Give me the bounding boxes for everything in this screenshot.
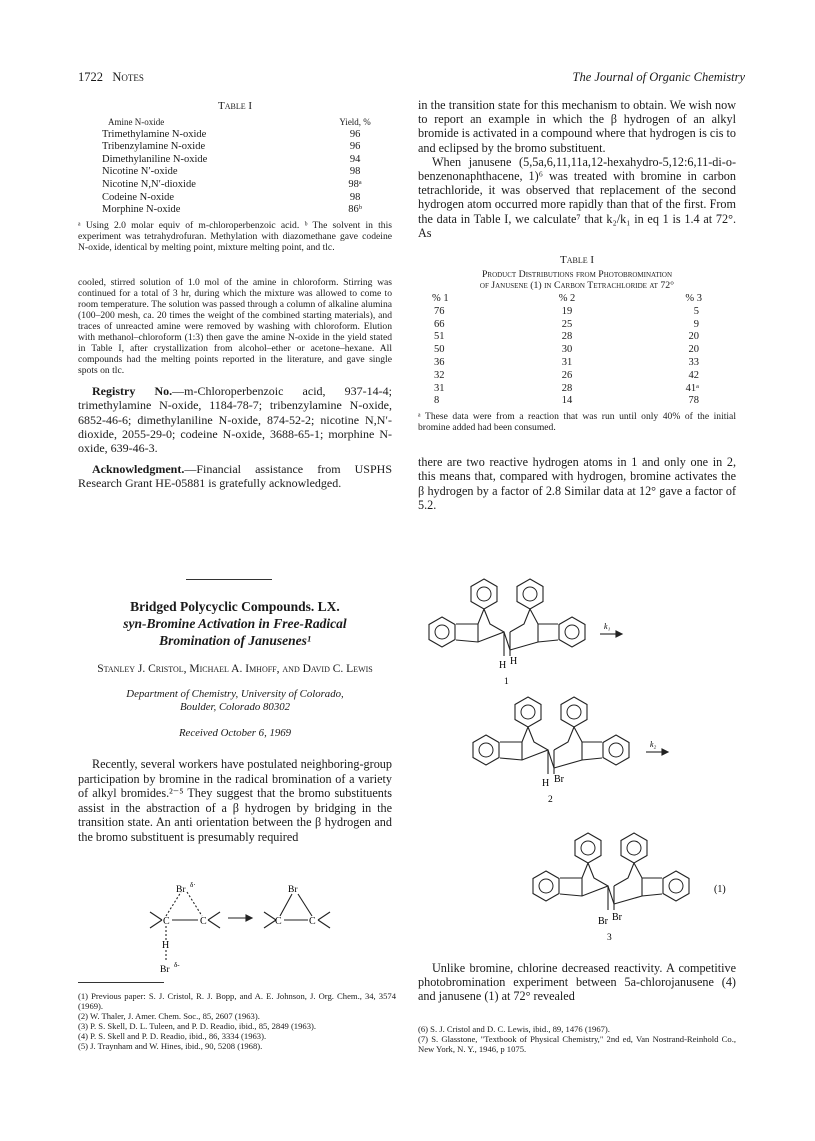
compound-1-h-right: H	[510, 656, 518, 667]
experimental-text: cooled, stirred solution of 1.0 mol of the amine in chloroform. Stirring was continued for a total of 3 hr, during which the mixture was allowed to come to room temperature. The solution was passed through a column of alkaline alumina (100–200 mesh, ca. 20 times the weight of the combined starting materials), and traces of unreacted amine were removed by washing with chloroform. Elution with methanol–chloroform (1:3) then gave the amine N-oxide in the yield stated in Table I, after crystallization from alcohol–ether or acetone–hexane. All compounds had the melting points reported in the literature, and gave single spots on tlc.	[78, 276, 392, 376]
table2	[432, 293, 702, 408]
footnote-rule	[78, 982, 164, 983]
footnotes-right	[418, 1024, 736, 1054]
table-row: Codeine N-oxide 98	[102, 191, 361, 203]
section-label: Notes	[112, 70, 144, 84]
table2-title: Table I	[559, 254, 595, 267]
janusene-bromination-scheme	[420, 570, 742, 952]
paragraph-4: Unlike bromine, chlorine decreased reactivity. A competitive photobromination experiment between 5a-chlorojanusene (4) and janusene (1) at 72° revealed	[418, 961, 736, 1004]
table-row: 32 26 42	[434, 369, 699, 381]
intro-paragraph: Recently, several workers have postulated neighboring-group participation by bromine in the radical bromination of a variety of alkyl bromides.²⁻⁵ They suggest that the bromo substituents assist in the abstraction of a β hydrogen by bridging in the transition state. An anti orientation between the β hydrogen and the bromo substituent is presumably required	[78, 757, 392, 844]
article-header	[78, 598, 392, 845]
table1-header-yield: Yield, %	[339, 117, 371, 127]
compound-3-label: 3	[607, 933, 612, 943]
product-br: Br	[288, 885, 298, 895]
compound-1-structure	[429, 579, 622, 656]
table1-title: Table I	[217, 100, 253, 112]
table-row: Dimethylaniline N-oxide 94	[102, 153, 361, 165]
ts-h: H	[162, 940, 170, 951]
compound-3-br-left: Br	[598, 916, 608, 927]
authors: Stanley J. Cristol, Michael A. Imhoff, and David C. Lewis	[97, 663, 373, 675]
table-row: Nicotine N,N′-dioxide 98ᵃ	[102, 178, 362, 190]
table-row: Tribenzylamine N-oxide 96	[102, 141, 361, 153]
left-column	[78, 100, 392, 491]
affiliation: Department of Chemistry, University of Colorado, Boulder, Colorado 80302	[126, 688, 344, 713]
right-column	[418, 98, 736, 512]
table1-footnote: ᵃ Using 2.0 molar equiv of m-chloroperbenzoic acid. ᵇ The solvent in this experiment was tetrahydrofuran. Methylation with diazomethane gave codeine N-oxide, identical by melting point, mixture melting point, and tlc.	[78, 219, 392, 253]
product-c-right: C	[309, 916, 316, 927]
acknowledgment: Acknowledgment.—Financial assistance from USPHS Research Grant HE-05881 is gratefully acknowledged.	[78, 461, 392, 491]
ts-br-bottom: Br	[160, 965, 170, 975]
table-row: 50 30 20	[434, 344, 699, 356]
ts-delta-plus: δ·	[190, 881, 196, 889]
article-title: Bridged Polycyclic Compounds. LX. syn-Bromine Activation in Free-Radical Bromination of Janusenes¹	[123, 599, 347, 648]
compound-2-label: 2	[548, 795, 553, 805]
table-row: 8 14 78	[434, 395, 699, 407]
table2-header-2: % 2	[558, 293, 576, 305]
k1-label: k₁	[604, 622, 611, 631]
footnote-4: (4) P. S. Skell and P. D. Readio, ibid., 86, 3334 (1963).	[78, 1031, 267, 1041]
section-divider	[186, 579, 272, 580]
table2-caption-line1: Product Distributions from Photobromination	[481, 269, 673, 281]
compound-3-structure	[533, 833, 689, 910]
table-row: 51 28 20	[434, 331, 699, 343]
ts-br-top: Br	[176, 885, 186, 895]
table2-caption-line2: of Janusene (1) in Carbon Tetrachloride at 72°	[479, 280, 675, 292]
table-row: 76 19 5	[434, 305, 699, 317]
table-row: 66 25 9	[434, 318, 699, 330]
compound-2-structure	[473, 697, 668, 774]
page-number-header	[78, 70, 144, 85]
compound-1-h-left: H	[499, 660, 507, 671]
paragraph-1: in the transition state for this mechanism to obtain. We wish now to report an example in which the β hydrogen of an alkyl bromide is activated in a compound where that hydrogen is cis to and eclipsed by the bromo substituent.	[418, 98, 736, 155]
table-row: Nicotine N′-oxide 98	[102, 166, 361, 178]
compound-3-br-right: Br	[612, 912, 622, 923]
ts-c-left: C	[163, 916, 170, 927]
table2-header-3: % 3	[685, 293, 702, 305]
k2-label: k₂	[650, 740, 657, 749]
footnote-3: (3) P. S. Skell, D. L. Tuleen, and P. D. Readio, ibid., 85, 2849 (1963).	[78, 1021, 317, 1031]
paragraph-3: there are two reactive hydrogen atoms in 1 and only one in 2, this means that, compared with hydrogen, bromine activates the β hydrogen by a factor of 2.8 Similar data at 12° gave a factor of 5.2.	[418, 455, 736, 512]
table-row: 31 28 41ᵃ	[434, 382, 699, 394]
paragraph-2: When janusene (5,5a,6,11,11a,12-hexahydro-5,12:6,11-di-o-benzenonaphthacene, 1)⁶ was treated with bromine in carbon tetrachloride, it was observed that replacement of the second hydrogen atom occurred more rapidly than that of the first. From the data in Table I, we calculate⁷ that k₂/k₁ in eq 1 is 1.4 at 72°. As	[418, 154, 736, 240]
compound-1-label: 1	[504, 677, 509, 687]
transition-state-scheme	[128, 880, 358, 976]
ts-c-right: C	[200, 916, 207, 927]
footnote-5: (5) J. Traynham and W. Hines, ibid., 90, 5208 (1968).	[78, 1041, 263, 1051]
product-c-left: C	[275, 916, 282, 927]
footnote-7: (7) S. Glasstone, "Textbook of Physical Chemistry," 2nd ed, Van Nostrand-Reinhold Co., New York, N. Y., 1946, p 1075.	[418, 1034, 736, 1054]
equation-number: (1)	[714, 884, 726, 895]
table-row: Trimethylamine N-oxide 96	[102, 128, 361, 140]
compound-2-h: H	[542, 778, 550, 789]
received-date: Received October 6, 1969	[178, 727, 292, 739]
right-bottom-text	[418, 961, 736, 1004]
table2-footnote: ᵃ These data were from a reaction that was run until only 40% of the initial bromine added had been consumed.	[418, 411, 736, 434]
footnotes-left	[78, 991, 396, 1051]
table-row: 36 31 33	[434, 357, 699, 369]
footnote-2: (2) W. Thaler, J. Amer. Chem. Soc., 85, 2607 (1963).	[78, 1011, 260, 1021]
registry-numbers: Registry No.—m-Chloroperbenzoic acid, 937-14-4; trimethylamine N-oxide, 1184-78-7; tribenzylamine N-oxide, 6852-46-6; dimethylaniline N-oxide, 874-52-2; nicotine N,N′-dioxide, 2055-29-0; codeine N-oxide, 3688-65-1; morphine N-oxide, 639-46-3.	[78, 383, 392, 456]
table1-header-amine: Amine N-oxide	[108, 117, 165, 127]
table-row: Morphine N-oxide 86ᵇ	[102, 204, 362, 216]
page-number: 1722	[78, 70, 103, 84]
footnote-6: (6) S. J. Cristol and D. C. Lewis, ibid., 89, 1476 (1967).	[418, 1024, 610, 1034]
journal-name: The Journal of Organic Chemistry	[572, 70, 745, 84]
ts-delta-minus: δ-	[174, 961, 180, 969]
compound-2-br: Br	[554, 774, 564, 785]
table1	[86, 116, 386, 217]
footnote-1: (1) Previous paper: S. J. Cristol, R. J. Bopp, and A. E. Johnson, J. Org. Chem., 34, 3574 (1969).	[78, 991, 396, 1011]
table2-header-1: % 1	[432, 293, 449, 305]
